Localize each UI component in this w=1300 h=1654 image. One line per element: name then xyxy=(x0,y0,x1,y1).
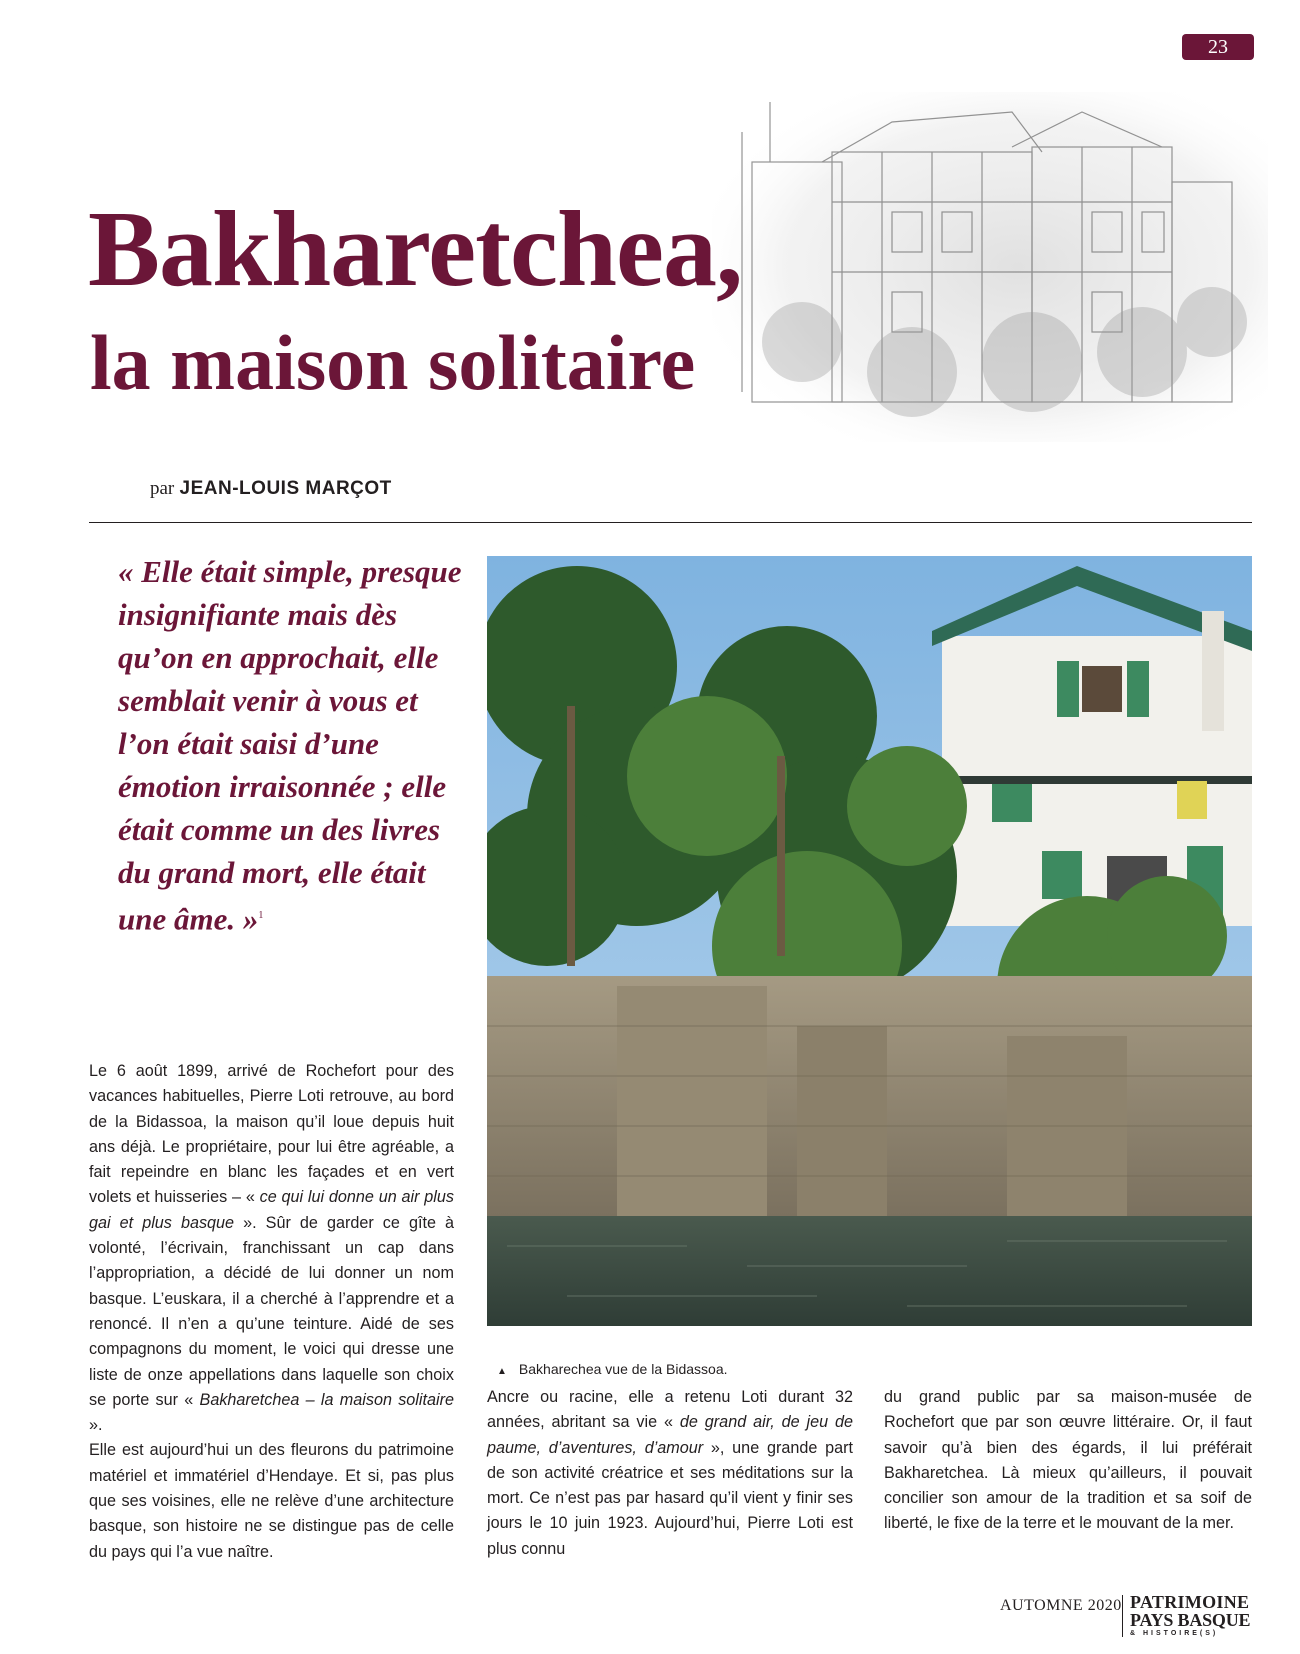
photo-caption xyxy=(497,1361,728,1377)
body-column-3 xyxy=(884,1385,1252,1537)
page-number: 23 xyxy=(1182,34,1254,60)
body-column-1 xyxy=(89,1059,454,1565)
magazine-name-line3: & HISTOIRE(S) xyxy=(1130,1630,1219,1637)
footnote-marker: 1 xyxy=(258,910,264,921)
house-sketch-illustration xyxy=(712,92,1268,442)
byline-prefix: par xyxy=(150,478,175,499)
body-column-2 xyxy=(487,1385,853,1562)
pull-quote xyxy=(118,550,463,940)
header-divider xyxy=(89,522,1252,523)
body-paragraph-4: du grand public par sa maison-musée de Rochefort que par son œuvre littéraire. Or, il faut savoir qu’à bien des égards, il lui préférait Bakharetchea. Là mieux qu’ailleurs, il pouvait concilier son amour de la tradition et sa soif de liberté, le fixe de la terre et le mouvant de la mer. xyxy=(884,1388,1252,1533)
article-subtitle: la maison solitaire xyxy=(90,319,696,406)
body-paragraph-3: Ancre ou racine, elle a retenu Loti durant 32 années, abritant sa vie « de grand air, de jeu de paume, d’aventures, d’amour », une grande part de son activité créatrice et ses méditations sur la mort. Ce n’est pas par hasard qu’il vient y finir ses jours le 10 juin 1923. Aujourd’hui, Pierre Loti est plus connu xyxy=(487,1388,853,1558)
house-photo xyxy=(487,556,1252,1326)
house-name-inline: Bakharetchea – la maison solitaire xyxy=(199,1390,454,1409)
article-title: Bakharetchea, xyxy=(88,190,742,309)
quote-inline: ce qui lui donne un air plus gai et plus basque xyxy=(89,1188,454,1232)
magazine-name-line2: PAYS BASQUE xyxy=(1130,1610,1251,1630)
caption-triangle-icon: ▲ xyxy=(497,1366,507,1377)
byline-author: JEAN-LOUIS MARÇOT xyxy=(179,478,392,499)
footer-issue: AUTOMNE 2020 xyxy=(1000,1597,1122,1614)
magazine-logo xyxy=(1130,1593,1254,1638)
body-paragraph-2: Elle est aujourd’hui un des fleurons du patrimoine matériel et immatériel d’Hendaye. Et si, pas plus que ses voisines, elle ne relève d’une architecture basque, son histoire ne se distingue pas de celle du pays qui l’a vue naître. xyxy=(89,1441,454,1561)
caption-text: Bakharechea vue de la Bidassoa. xyxy=(518,1361,728,1377)
quote-inline-2: de grand air, de jeu de paume, d’aventures, d’amour xyxy=(487,1413,853,1457)
pull-quote-text: « Elle était simple, presque insignifiante mais dès qu’on en approchait, elle semblait venir à vous et l’on était saisi d’une émotion irraisonnée ; elle était comme un des livres du grand mort, elle était une âme. » xyxy=(118,554,462,937)
magazine-name-line1: PATRIMOINE xyxy=(1130,1592,1250,1612)
footer-separator xyxy=(1122,1595,1123,1637)
byline xyxy=(150,478,392,500)
body-paragraph-1: Le 6 août 1899, arrivé de Rochefort pour des vacances habituelles, Pierre Loti retrouve, au bord de la Bidassoa, la maison qu’il loue depuis huit ans déjà. Le propriétaire, pour lui être agréable, a fait repeindre en blanc les façades et en vert volets et huisseries – « ce qui lui donne un air plus gai et plus basque ». Sûr de garder ce gîte à volonté, l’écrivain, franchissant un cap dans l’appropriation, a décidé de lui donner un nom basque. L’euskara, il a cherché à l’apprendre et a renoncé. Il n’en a qu’une teinture. Aidé de ses compagnons du moment, le voici qui dresse une liste de onze appellations dans laquelle son choix se porte sur « Bakharetchea – la maison solitaire ». xyxy=(89,1062,454,1435)
